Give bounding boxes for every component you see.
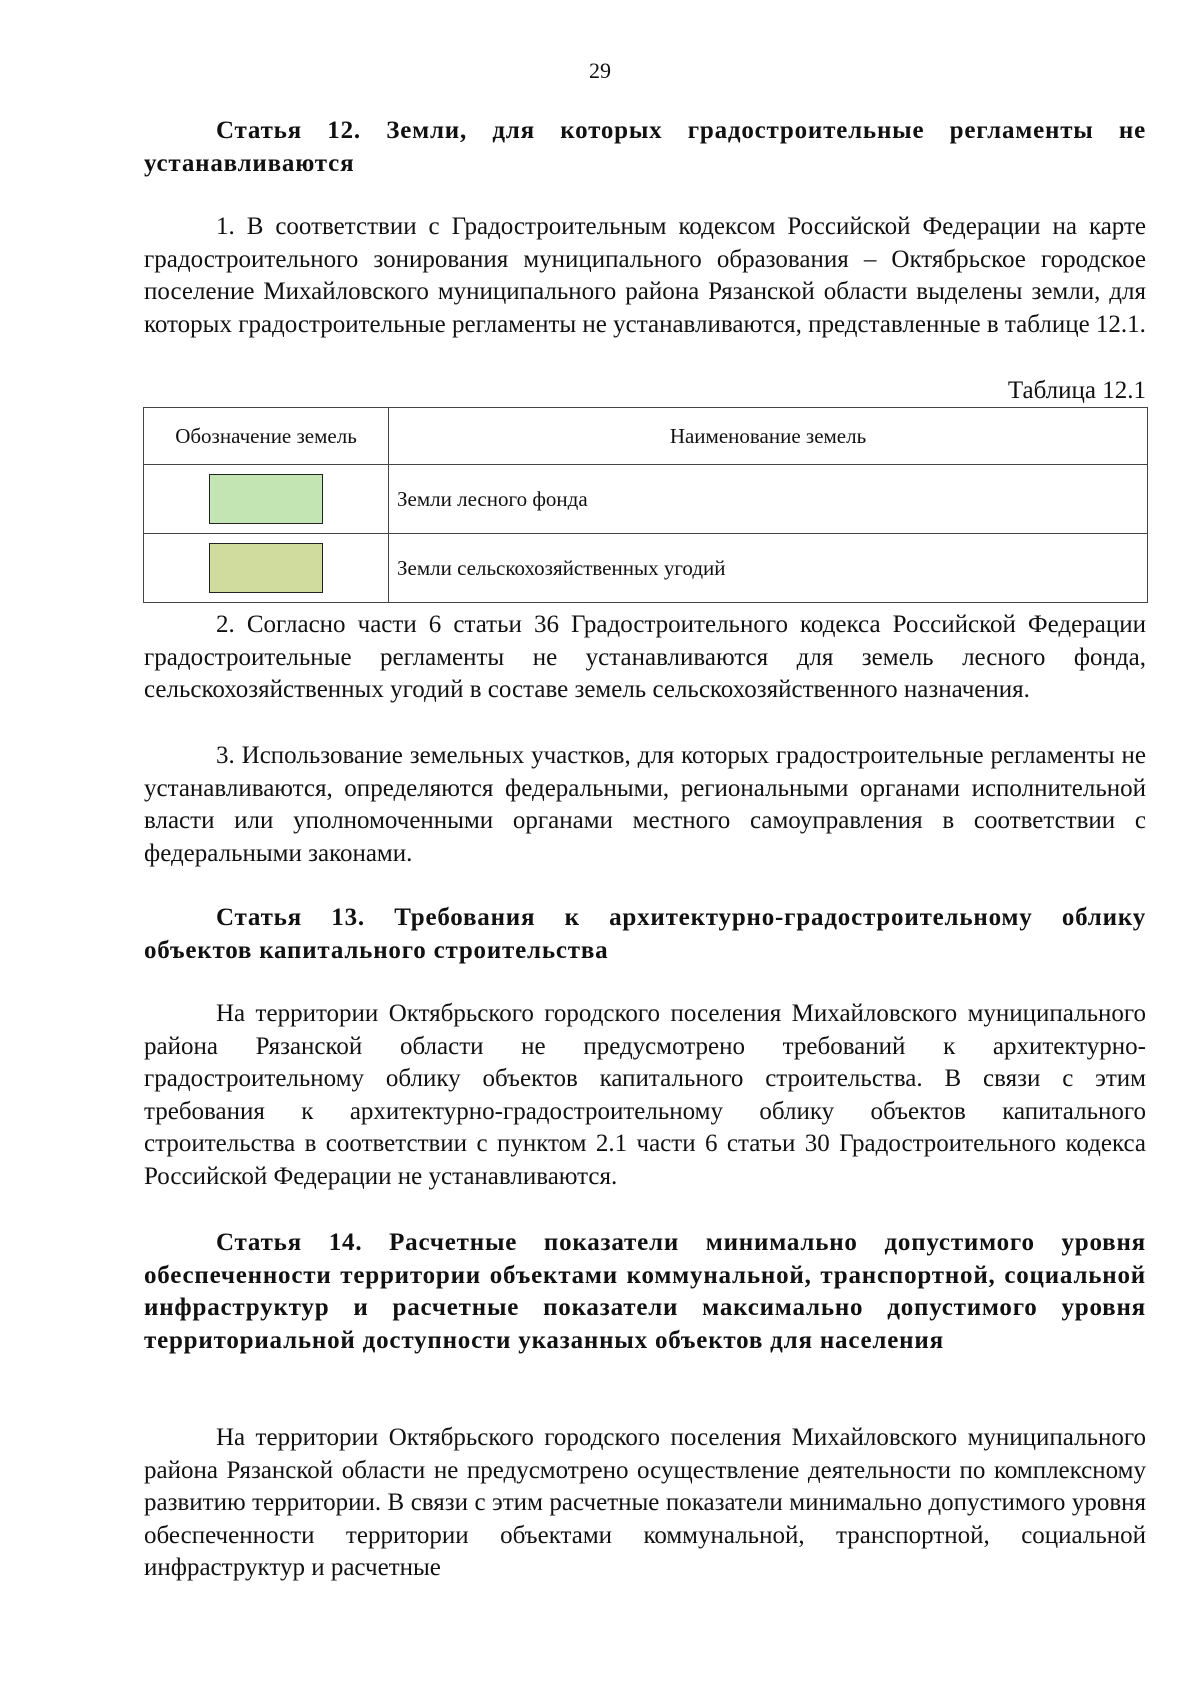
table-row	[144, 534, 1148, 603]
forest-land-swatch	[209, 474, 323, 524]
land-name-cell: Земли лесного фонда	[389, 465, 1148, 534]
article-12-paragraph-3: 3. Использование земельных участков, для которых градостроительные регламенты не устанавливаются, определяются федеральными, региональными органами исполнительной власти или уполномоченными органами местного самоуправления в соответствии с федеральными законами.	[144, 742, 1146, 867]
article-13-paragraph-1: На территории Октябрьского городского поселения Михайловского муниципального района Рязанской области не предусмотрено требований к архитектурно-градостроительному облику объектов капитального строительства. В связи с этим требования к архитектурно-градостроительному облику объектов капитального строительства в соответствии с пунктом 2.1 части 6 статьи 30 Градостроительного кодекса Российской Федерации не устанавливаются.	[144, 1000, 1146, 1190]
article-12-paragraph-1: 1. В соответствии с Градостроительным кодексом Российской Федерации на карте градостроительного зонирования муниципального образования – Октябрьское городское поселение Михайловского муниципального района Рязанской области выделены земли, для которых градостроительные регламенты не устанавливаются, представленные в таблице 12.1.	[144, 213, 1146, 338]
article-14-heading: Статья 14. Расчетные показатели минимально допустимого уровня обеспеченности территории объектами коммунальной, транспортной, социальной инфраструктур и расчетные показатели максимально допустимого уровня территориальной доступности указанных объектов для населения	[144, 1229, 1146, 1354]
land-name-cell: Земли сельскохозяйственных угодий	[389, 534, 1148, 603]
article-12-heading: Статья 12. Земли, для которых градостроительные регламенты не устанавливаются	[144, 117, 1146, 177]
designation-cell	[144, 465, 389, 534]
page-number: 29	[589, 58, 611, 83]
header-land-designation: Обозначение земель	[144, 408, 389, 465]
article-13-heading: Статья 13. Требования к архитектурно-градостроительному облику объектов капитального строительства	[144, 904, 1146, 964]
table-header-row	[144, 408, 1148, 465]
header-land-name: Наименование земель	[389, 408, 1148, 465]
table-row	[144, 465, 1148, 534]
agricultural-land-swatch	[209, 543, 323, 593]
table-caption: Таблица 12.1	[1007, 377, 1146, 404]
article-14-paragraph-1: На территории Октябрьского городского поселения Михайловского муниципального района Рязанской области не предусмотрено осуществление деятельности по комплексному развитию территории. В связи с этим расчетные показатели минимально допустимого уровня обеспеченности территории объектами коммунальной, транспортной, социальной инфраструктур и расчетные	[144, 1424, 1146, 1582]
article-12-paragraph-2: 2. Согласно части 6 статьи 36 Градостроительного кодекса Российской Федерации градостроительные регламенты не устанавливаются для земель лесного фонда, сельскохозяйственных угодий в составе земель сельскохозяйственного назначения.	[144, 611, 1146, 704]
lands-table	[143, 407, 1148, 603]
designation-cell	[144, 534, 389, 603]
